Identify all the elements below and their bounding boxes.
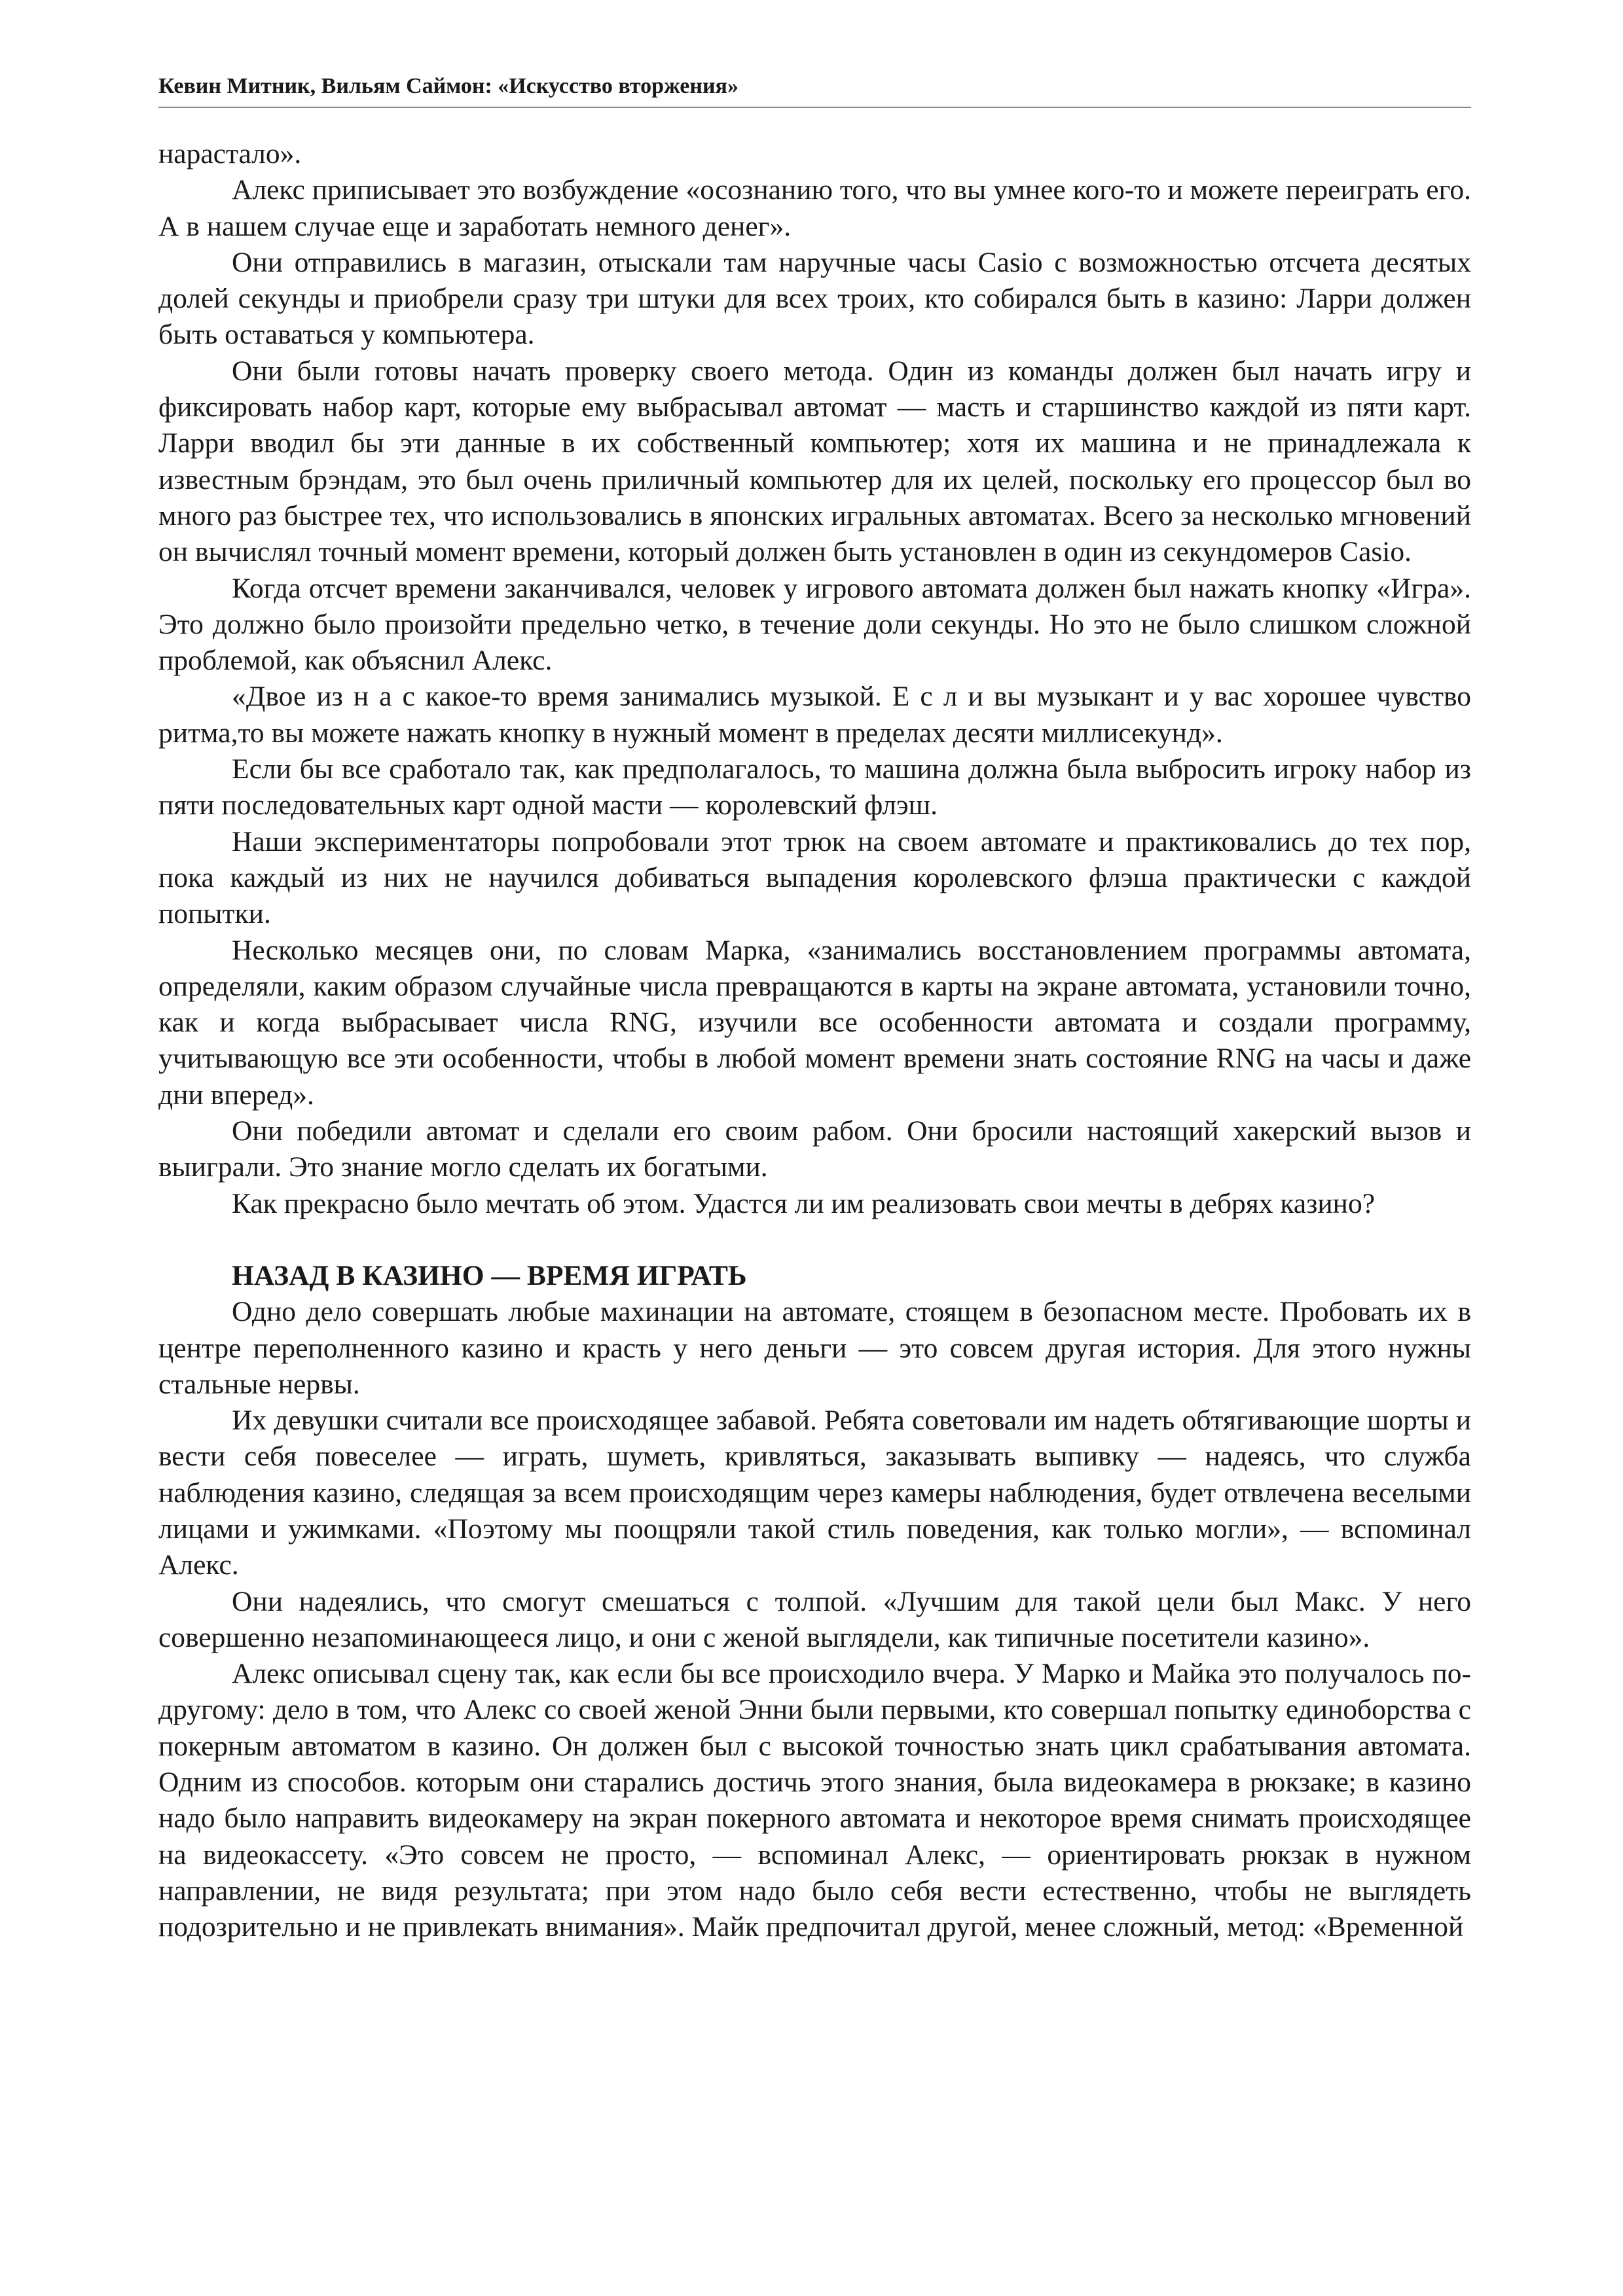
- paragraph: Наши экспериментаторы попробовали этот трюк на своем автомате и практиковались до тех пор, пока каждый из них не научился добиваться выпадения королевского флэша практически с каждой попытки.: [158, 825, 1471, 930]
- paragraph: Несколько месяцев они, по словам Марка, «занимались восстановлением программы автомата, определяли, каким образом случайные числа превращаются в карты на экране автомата, установили точно, как и когда выбрасывает числа RNG, изучили все особенности автомата и создали программу, учитывающую все эти особенности, чтобы в любой момент времени знать состояние RNG на часы и даже дни вперед».: [158, 934, 1471, 1111]
- paragraph: Они победили автомат и сделали его своим рабом. Они бросили настоящий хакерский вызов и выиграли. Это знание могло сделать их богатыми.: [158, 1115, 1471, 1183]
- running-header: Кевин Митник, Вильям Саймон: «Искусство вторжения»: [158, 74, 739, 98]
- paragraph: Как прекрасно было мечтать об этом. Удастся ли им реализовать свои мечты в дебрях казино?: [232, 1187, 1376, 1219]
- paragraph: Когда отсчет времени заканчивался, человек у игрового автомата должен был нажать кнопку «Игра». Это должно было произойти предельно четко, в течение доли секунды. Но это не было слишком сложной проблемой, как объяснил Алекс.: [158, 572, 1471, 677]
- paragraph: Одно дело совершать любые махинации на автомате, стоящем в безопасном месте. Пробовать их в центре переполненного казино и красть у него деньги — это совсем другая история. Для этого нужны стальные нервы.: [158, 1296, 1471, 1400]
- paragraph: «Двое из н а с какое-то время занимались музыкой. Е с л и вы музыкант и у вас хорошее чувство ритма,то вы можете нажать кнопку в нужный момент в пределах десяти миллисекунд».: [158, 681, 1471, 749]
- paragraph: Они надеялись, что смогут смешаться с толпой. «Лучшим для такой цели был Макс. У него совершенно незапоминающееся лицо, и они с женой выглядели, как типичные посетители казино».: [158, 1585, 1471, 1653]
- header-divider: [158, 107, 1471, 108]
- paragraph: Если бы все сработало так, как предполагалось, то машина должна была выбросить игроку набор из пяти последовательных карт одной масти — королевский флэш.: [158, 753, 1471, 821]
- paragraph: нарастало».: [158, 138, 302, 170]
- page: [158, 0, 1471, 2296]
- section-heading: НАЗАД В КАЗИНО — ВРЕМЯ ИГРАТЬ: [232, 1259, 747, 1291]
- body-text: [158, 136, 1471, 1946]
- paragraph: Алекс описывал сцену так, как если бы все происходило вчера. У Марко и Майка это получалось по-другому: дело в том, что Алекс со своей женой Энни были первыми, кто совершал попытку единоборства с покерным автоматом в казино. Он должен был с высокой точностью знать цикл срабатывания автомата. Одним из способов. которым они старались достичь этого знания, была видеокамера в рюкзаке; в казино надо было направить видеокамеру на экран покерного автомата и некоторое время снимать происходящее на видеокассету. «Это совсем не просто, — вспоминал Алекс, — ориентировать рюкзак в нужном направлении, не видя результата; при этом надо было себя вести естественно, чтобы не выглядеть подозрительно и не привлекать внимания». Майк предпочитал другой, менее сложный, метод: «Временной: [158, 1658, 1471, 1943]
- paragraph: Они были готовы начать проверку своего метода. Один из команды должен был начать игру и фиксировать набор карт, которые ему выбрасывал автомат — масть и старшинство каждой из пяти карт. Ларри вводил бы эти данные в их собственный компьютер; хотя их машина и не принадлежала к известным брэндам, это был очень приличный компьютер для их целей, поскольку его процессор был во много раз быстрее тех, что использовались в японских игральных автоматах. Всего за несколько мгновений он вычислял точный момент времени, который должен быть установлен в один из секундомеров Casio.: [158, 355, 1471, 568]
- paragraph: Их девушки считали все происходящее забавой. Ребята советовали им надеть обтягивающие шорты и вести себя повеселее — играть, шуметь, кривляться, заказывать выпивку — надеясь, что служба наблюдения казино, следящая за всем происходящим через камеры наблюдения, будет отвлечена веселыми лицами и ужимками. «Поэтому мы поощряли такой стиль поведения, как только могли», — вспоминал Алекс.: [158, 1405, 1471, 1581]
- paragraph: Они отправились в магазин, отыскали там наручные часы Casio с возможностью отсчета десятых долей секунды и приобрели сразу три штуки для всех троих, кто собирался быть в казино: Ларри должен быть оставаться у компьютера.: [158, 246, 1471, 351]
- paragraph: Алекс приписывает это возбуждение «осознанию того, что вы умнее кого-то и можете переиграть его. А в нашем случае еще и заработать немного денег».: [158, 174, 1471, 242]
